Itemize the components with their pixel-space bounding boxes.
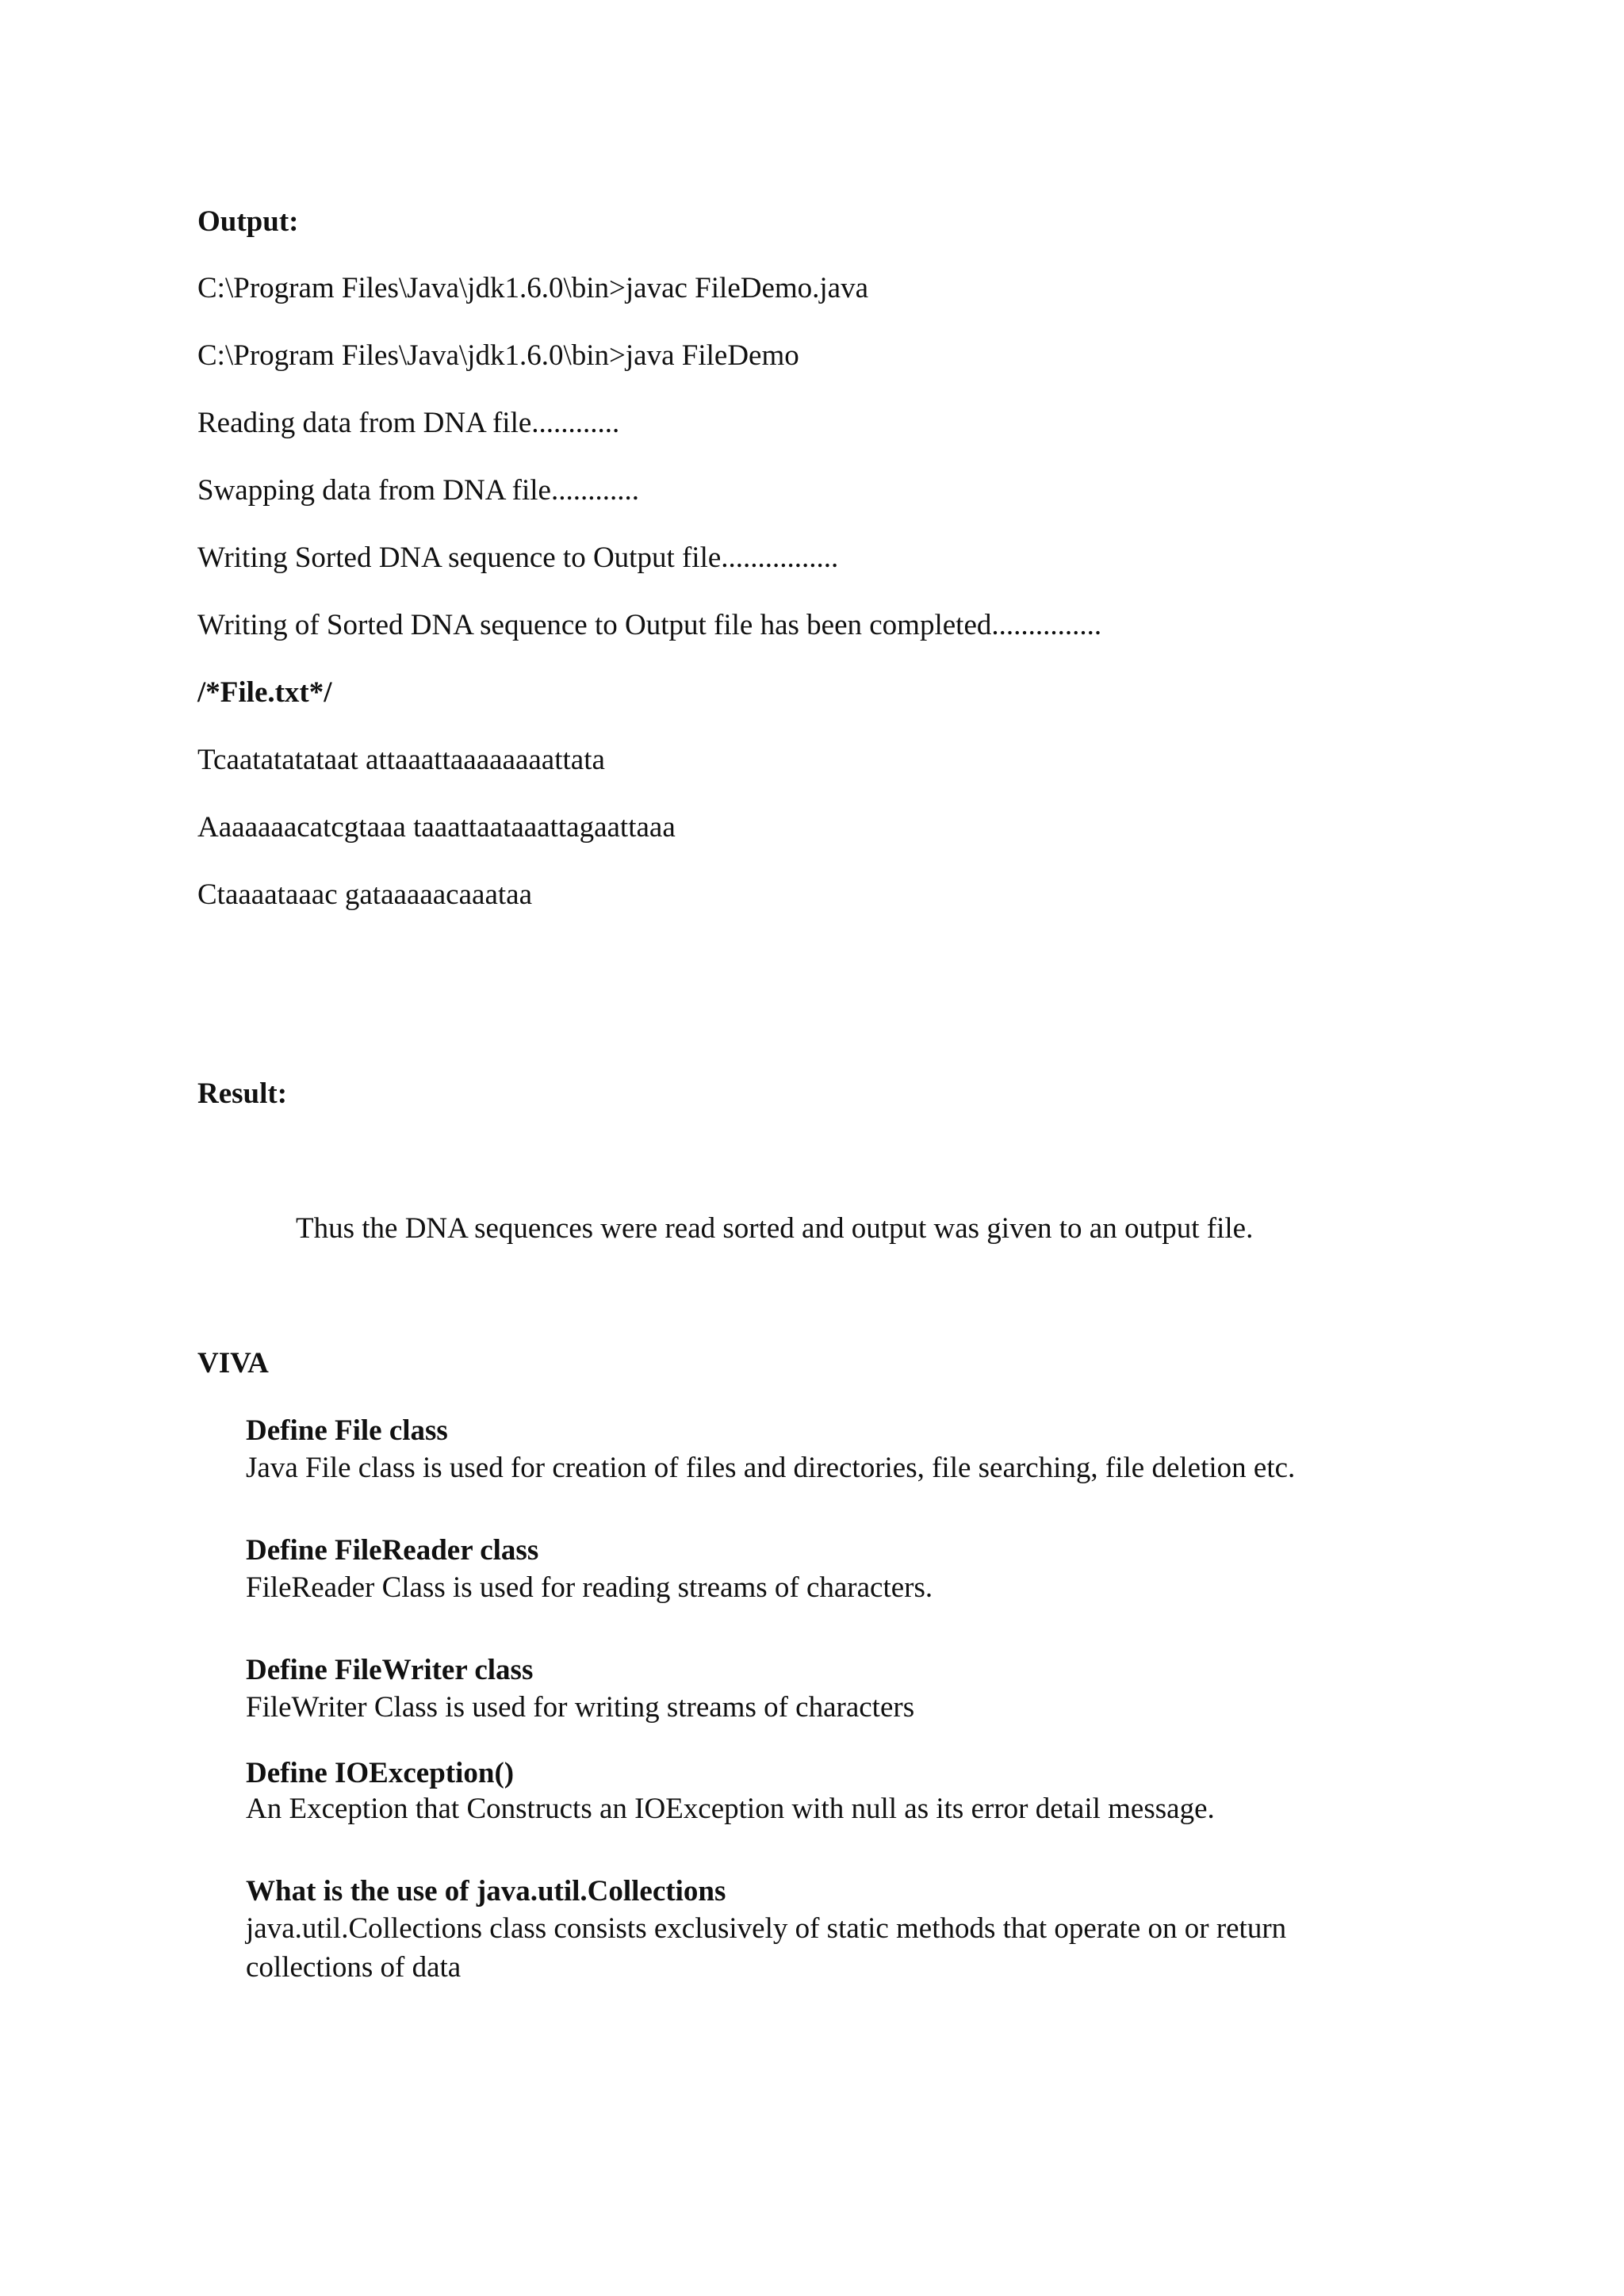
viva-question-filereader: Define FileReader class: [246, 1534, 539, 1567]
viva-answer-file: Java File class is used for creation of files and directories, file searching, file deletion etc.: [246, 1452, 1296, 1484]
viva-answer-ioexception: An Exception that Constructs an IOException with null as its error detail message.: [246, 1793, 1215, 1825]
file-line-2: Aaaaaaacatcgtaaa taaattaataaattagaattaaa: [197, 811, 676, 844]
output-line-javac: C:\Program Files\Java\jdk1.6.0\bin>javac FileDemo.java: [197, 272, 869, 304]
output-line-swapping: Swapping data from DNA file............: [197, 474, 639, 507]
output-line-writing: Writing Sorted DNA sequence to Output file................: [197, 541, 839, 574]
output-line-completed: Writing of Sorted DNA sequence to Output file has been completed...............: [197, 609, 1102, 641]
output-line-reading: Reading data from DNA file............: [197, 407, 620, 439]
file-line-3: Ctaaaataaac gataaaaacaaataa: [197, 878, 532, 911]
viva-answer-filewriter: FileWriter Class is used for writing streams of characters: [246, 1691, 915, 1724]
output-heading: Output:: [197, 205, 299, 238]
output-line-java: C:\Program Files\Java\jdk1.6.0\bin>java FileDemo: [197, 339, 799, 372]
viva-question-ioexception: Define IOException(): [246, 1757, 515, 1789]
file-line-1: Tcaatatatataat attaaattaaaaaaaattata: [197, 744, 605, 776]
result-heading: Result:: [197, 1077, 288, 1110]
viva-question-collections: What is the use of java.util.Collections: [246, 1875, 726, 1908]
viva-answer-collections: java.util.Collections class consists exclusively of static methods that operate on or return collections of data: [246, 1912, 1287, 1984]
viva-question-filewriter: Define FileWriter class: [246, 1654, 534, 1686]
viva-answer-filereader: FileReader Class is used for reading streams of characters.: [246, 1571, 933, 1604]
viva-question-file: Define File class: [246, 1414, 448, 1447]
viva-heading: VIVA: [197, 1347, 269, 1380]
file-heading: /*File.txt*/: [197, 676, 332, 709]
result-text: Thus the DNA sequences were read sorted and output was given to an output file.: [296, 1212, 1254, 1245]
